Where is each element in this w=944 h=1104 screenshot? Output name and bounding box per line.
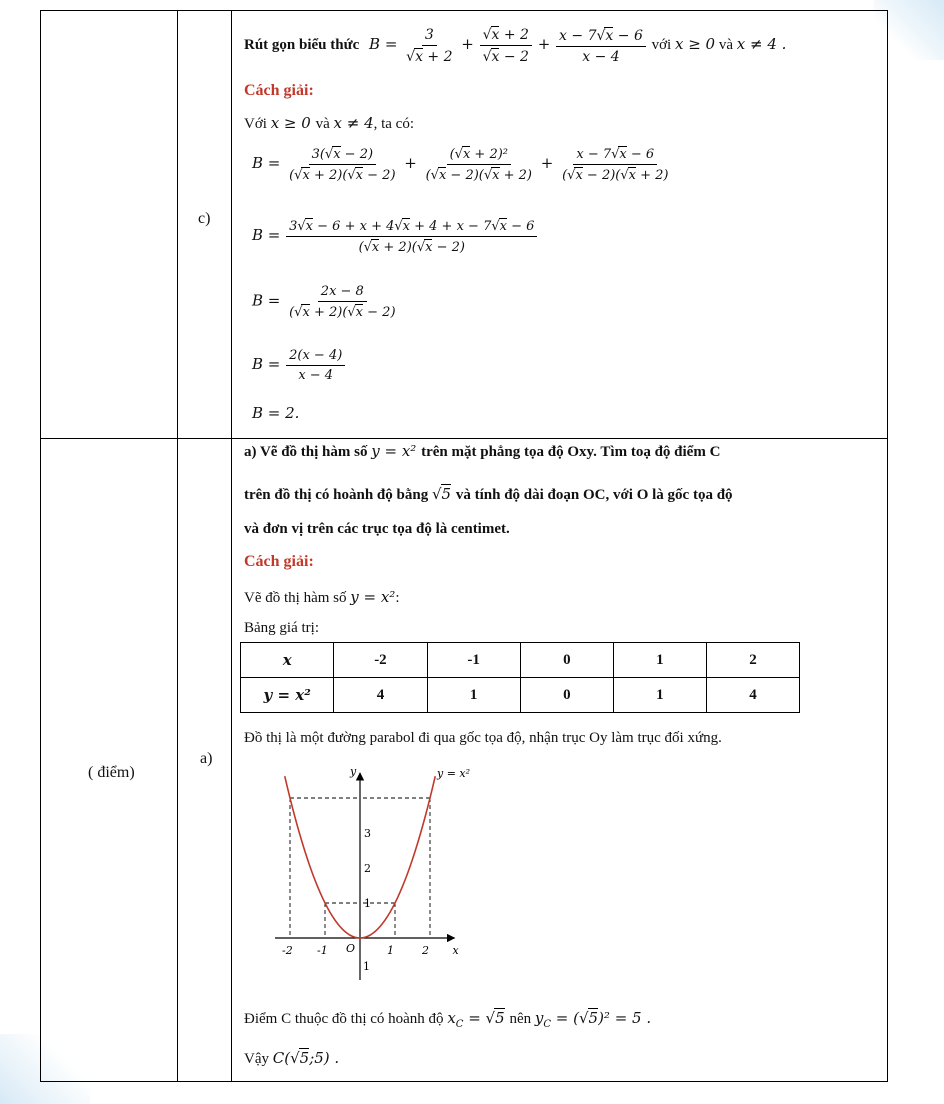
- point-c-text-b: nên: [509, 1011, 532, 1027]
- line1-b: và: [315, 116, 330, 132]
- solution-c-final: B = 2.: [252, 404, 300, 422]
- problem-a-line1: a) Vẽ đồ thị hàm số y = x² trên mặt phẳng tọa độ Oxy. Tìm toạ độ điểm C: [244, 442, 721, 460]
- y-tick-label: 3: [364, 827, 371, 840]
- table-cell: 4: [706, 678, 799, 713]
- draw-instruction-text: Vẽ đồ thị hàm số: [244, 590, 347, 606]
- problem-c-cond-lead: với: [651, 36, 672, 53]
- table-row: [241, 678, 800, 713]
- solution-c-step1: B = $\frac{3(√x - 2)}{(√x + 2)(√x - 2)}$ + $\frac{\text{(√x + 2)²}}{(√x - 2)(√x + 2)}$ + $\frac{x - 7√x - 6}{(√x - 2)(√x + 2)}$: [252, 147, 669, 183]
- table-cell: 2: [706, 643, 799, 678]
- y-axis-label: y: [350, 765, 357, 778]
- method-title-a: Cách giải:: [244, 553, 314, 570]
- solution-c-step4: B = $\frac{2(x - 4)}{x - 4}$: [252, 348, 347, 383]
- solution-c-step3: B = $\frac{2x - 8}{(√x + 2)(√x - 2)}$: [252, 284, 396, 320]
- problem-a-line2: trên đồ thị có hoành độ bằng √5 và tính độ dài đoạn OC, với O là gốc tọa độ: [244, 485, 733, 503]
- table-cell: 1: [613, 643, 706, 678]
- draw-instruction: Vẽ đồ thị hàm số y = x²:: [244, 588, 400, 606]
- problem-c-lead: Rút gọn biểu thức: [244, 36, 360, 53]
- part-label-a: a): [200, 750, 213, 767]
- parabola-graph: [250, 752, 510, 992]
- table-cell: -2: [334, 643, 427, 678]
- conclusion-text: Vậy: [244, 1051, 269, 1067]
- problem-a-line1-text-b: trên mặt phẳng tọa độ Oxy. Tìm toạ độ điểm C: [421, 444, 721, 460]
- point-c-text: Điểm C thuộc đồ thị có hoành độ: [244, 1011, 444, 1027]
- problem-a-line2-text-b: và tính độ dài đoạn OC, với O là gốc tọa độ: [455, 487, 733, 503]
- solution-c-step2: B = $\frac{3√x - 6 + x + 4√x + 4 + x - 7√x - 6}{(√x + 2)(√x - 2)}$: [252, 218, 539, 255]
- problem-a-line2-text: trên đồ thị có hoành độ bằng: [244, 487, 429, 503]
- table-cell: 0: [520, 643, 613, 678]
- value-table: [240, 642, 800, 713]
- y-tick-label: 1: [364, 897, 371, 910]
- row-divider: [41, 438, 887, 439]
- points-label: ( điểm): [88, 764, 135, 781]
- table-cell: 1: [427, 678, 520, 713]
- table-cell: 0: [520, 678, 613, 713]
- line1-a: Với: [244, 116, 267, 132]
- table-title: Bảng giá trị:: [244, 620, 319, 636]
- y-tick-label: 2: [364, 862, 371, 875]
- x-tick-label: -1: [317, 944, 328, 957]
- y-tick-label: 1: [363, 960, 370, 973]
- problem-a-line1-text: a) Vẽ đồ thị hàm số: [244, 444, 368, 460]
- x-tick-label: 1: [387, 944, 394, 957]
- method-title-c: Cách giải:: [244, 82, 314, 99]
- part-label-c: c): [198, 210, 211, 227]
- column-divider: [231, 11, 232, 1081]
- x-tick-label: -2: [282, 944, 293, 957]
- table-cell: 4: [334, 678, 427, 713]
- x-tick-label: 2: [422, 944, 429, 957]
- draw-instruction-colon: :: [395, 590, 400, 606]
- table-header-x: x: [241, 643, 334, 678]
- table-cell: 1: [613, 678, 706, 713]
- graph-description: Đồ thị là một đường parabol đi qua gốc tọa độ, nhận trục Oy làm trục đối xứng.: [244, 730, 722, 746]
- x-axis-label: x: [452, 944, 459, 957]
- origin-label: O: [346, 942, 356, 955]
- point-c-line: Điểm C thuộc đồ thị có hoành độ $x_C = √5$ nên $y_C = (√5)^2 = 5$ .: [244, 1009, 652, 1030]
- table-cell: -1: [427, 643, 520, 678]
- problem-c: Rút gọn biểu thức B = $\frac{3}{√x + 2}$ + $\frac{√x + 2}{√x - 2}$ + $\frac{x - 7√x - 6}{x - 4}$ với x ≥ 0 và x ≠ 4 .: [244, 26, 787, 65]
- solution-c-line1: Với x ≥ 0 và x ≠ 4, ta có:: [244, 114, 415, 132]
- problem-a-line3: và đơn vị trên các trục tọa độ là centimet.: [244, 521, 510, 537]
- curve-label: y = x²: [437, 767, 471, 780]
- table-header-y: y = x²: [241, 678, 334, 713]
- line1-c: , ta có:: [373, 116, 415, 132]
- table-row: [241, 643, 800, 678]
- problem-c-cond-mid: và: [718, 36, 733, 53]
- column-divider: [177, 11, 178, 1081]
- conclusion-line: Vậy C(√5;5) .: [244, 1049, 340, 1067]
